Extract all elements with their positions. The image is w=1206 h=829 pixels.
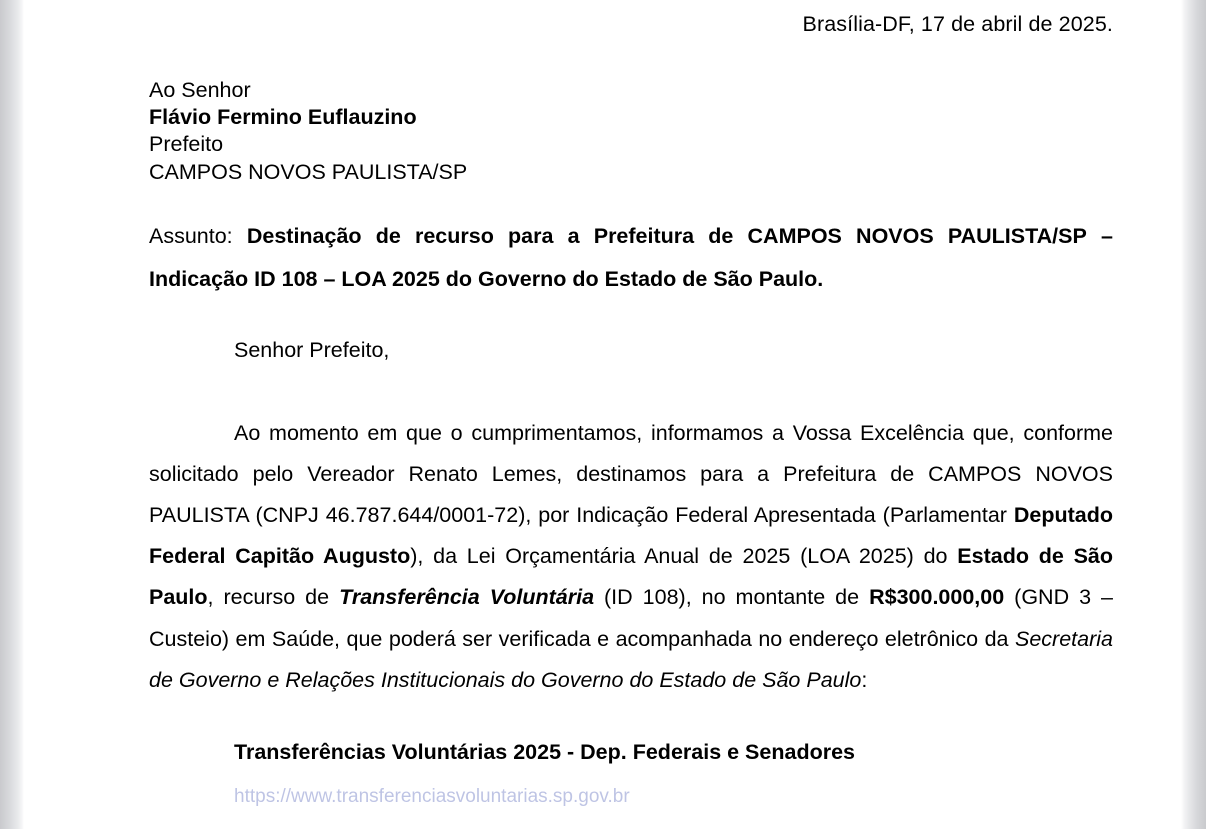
greeting-line: Senhor Prefeito, [234, 338, 390, 363]
document-content [149, 0, 1114, 807]
paragraph-segment-8-bold: R$300.000,00 [869, 585, 1005, 610]
paragraph-segment-3: ), da Lei Orçamentária Anual de 2025 (LOA 2025) do [410, 544, 958, 569]
subject-text-part2: – Indicação ID 108 – LOA 2025 do Governo do Estado de São Paulo. [149, 224, 1113, 292]
address-block [149, 77, 1113, 187]
section-heading: Transferências Voluntárias 2025 - Dep. Federais e Senadores [234, 740, 855, 765]
paragraph-segment-9: (GND 3 – Custeio) em Saúde, que poderá ser verificada e acompanhada no endereço eletrônico da [149, 585, 1113, 651]
address-recipient-title: Prefeito [149, 132, 224, 157]
subject-text-part1: Destinação de recurso para a Prefeitura de CAMPOS NOVOS PAULISTA/SP [246, 224, 1087, 249]
clipped-next-line[interactable]: https://www.transferenciasvoluntarias.sp.gov.br [234, 785, 630, 807]
address-recipient-city: CAMPOS NOVOS PAULISTA/SP [149, 159, 468, 184]
paragraph-segment-6-bold-italic: Transferência Voluntária [339, 585, 595, 610]
address-salutation: Ao Senhor [149, 77, 251, 102]
document-page [24, 0, 1181, 829]
paragraph-segment-5: , recurso de [207, 585, 340, 610]
paragraph-segment-4-bold: Estado de São Paulo [149, 544, 1114, 610]
paragraph-segment-1: Ao momento em que o cumprimentamos, informamos a Vossa Excelência que, conforme solicitado pelo Vereador Renato Lemes, destinamos para a Prefeitura de CAMPOS NOVOS PAULISTA (CNPJ 46.787.644/0001-72), por Indicação Federal Apresentada (Parlamentar [149, 420, 1113, 528]
subject-line [149, 215, 1113, 301]
paragraph-segment-2-bold: Deputado Federal Capitão Augusto [149, 503, 1113, 569]
subject-label: Assunto: [149, 224, 233, 249]
body-paragraph [149, 413, 1113, 701]
date-line: Brasília-DF, 17 de abril de 2025. [802, 12, 1113, 36]
paragraph-segment-7: (ID 108), no montante de [594, 585, 870, 610]
paragraph-segment-10-italic: Secretaria de Governo e Relações Institucionais do Governo do Estado de São Paulo [149, 626, 1113, 692]
address-recipient-name: Flávio Fermino Euflauzino [149, 104, 417, 129]
paragraph-segment-11: : [861, 667, 868, 692]
